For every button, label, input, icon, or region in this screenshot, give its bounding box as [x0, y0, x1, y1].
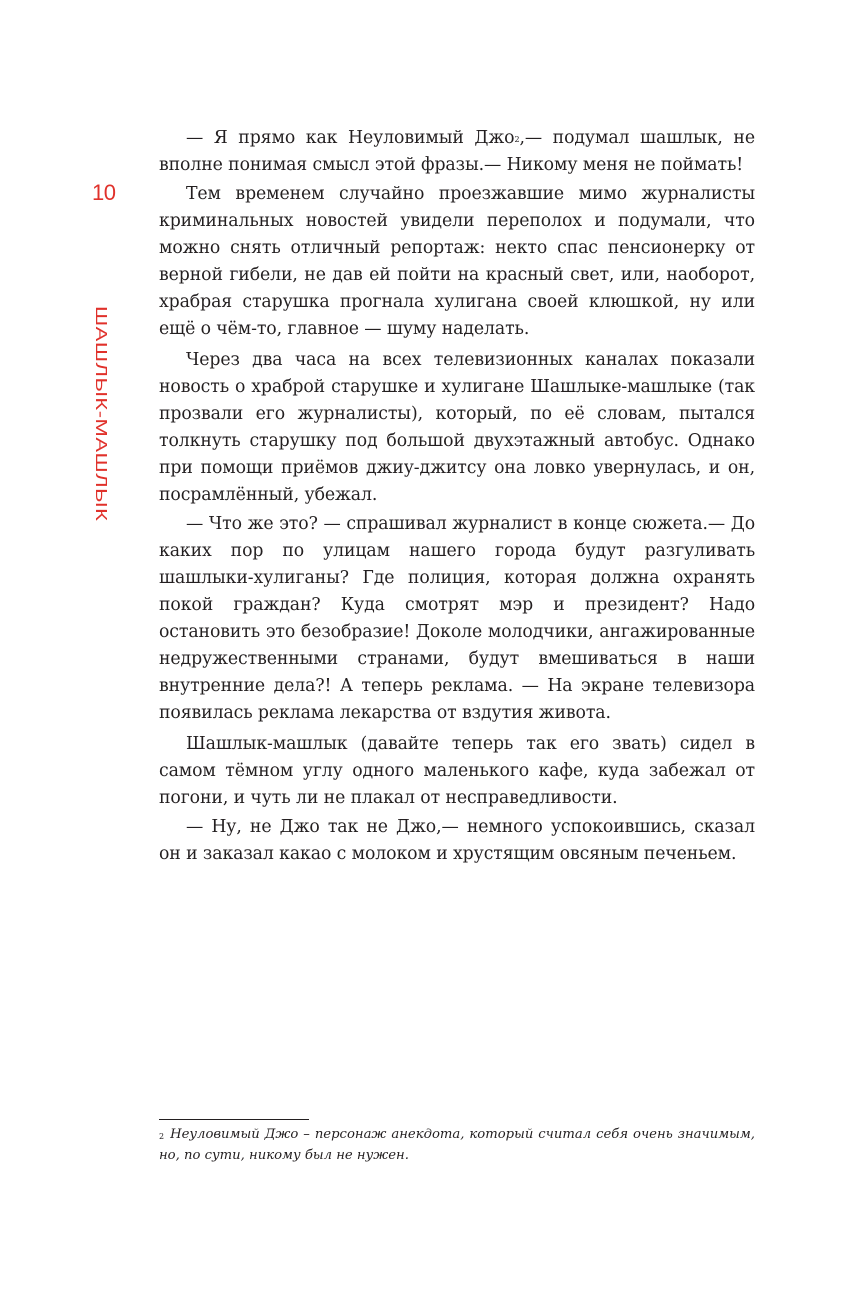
footnote-text: Неуловимый Джо – персонаж анекдота, который считал себя очень значимым, но, по сути, никому был не нужен. [159, 1127, 755, 1163]
footnote [159, 1124, 755, 1166]
paragraph-1 [159, 125, 755, 179]
footnote-divider [159, 1119, 309, 1120]
paragraph-1-before: — Я прямо как Неуловимый Джо [186, 128, 515, 148]
paragraph-6: — Ну, не Джо так не Джо,— немного успокоившись, сказал он и заказал какао с молоком и хрустящим овсяным печеньем. [159, 817, 755, 864]
page-number: 10 [92, 180, 116, 205]
paragraph-1-after: ,— подумал шашлык, не вполне понимая смысл этой фразы.— Никому меня не поймать! [159, 128, 755, 175]
paragraph-5: Шашлык-машлык (давайте теперь так его звать) сидел в самом тёмном углу одного маленького кафе, куда забежал от погони, и чуть ли не плакал от несправедливости. [159, 734, 755, 808]
footnote-reference[interactable]: 2 [514, 135, 520, 144]
footnote-marker: 2 [159, 1132, 165, 1141]
running-title: ШАШЛЫК-МАШЛЫК [92, 306, 111, 522]
paragraph-2: Тем временем случайно проезжавшие мимо журналисты криминальных новостей увидели переполох и подумали, что можно снять отличный репортаж: некто спас пенсионерку от верной гибели, не дав ей пойти на красный свет, или, наоборот, храбрая старушка прогнала хулигана своей клюшкой, ну или ещё о чём-то, главное — шуму наделать. [159, 184, 755, 339]
paragraph-4: — Что же это? — спрашивал журналист в конце сюжета.— До каких пор по улицам нашего города будут разгуливать шашлыки-хулиганы? Где полиция, которая должна охранять покой граждан? Куда смотрят мэр и президент? Надо остановить это безобразие! Доколе молодчики, ангажированные недружественными странами, будут вмешиваться в наши внутренние дела?! А теперь реклама. — На экране телевизора появилась реклама лекарства от вздутия живота. [159, 514, 755, 723]
body-text [159, 125, 755, 870]
paragraph-3: Через два часа на всех телевизионных каналах показали новость о храброй старушке и хулигане Шашлыке-машлыке (так прозвали его журналисты), который, по её словам, пытался толкнуть старушку под большой двухэтажный автобус. Однако при помощи приёмов джиу-джитсу она ловко увернулась, и он, посрамлённый, убежал. [159, 350, 755, 505]
